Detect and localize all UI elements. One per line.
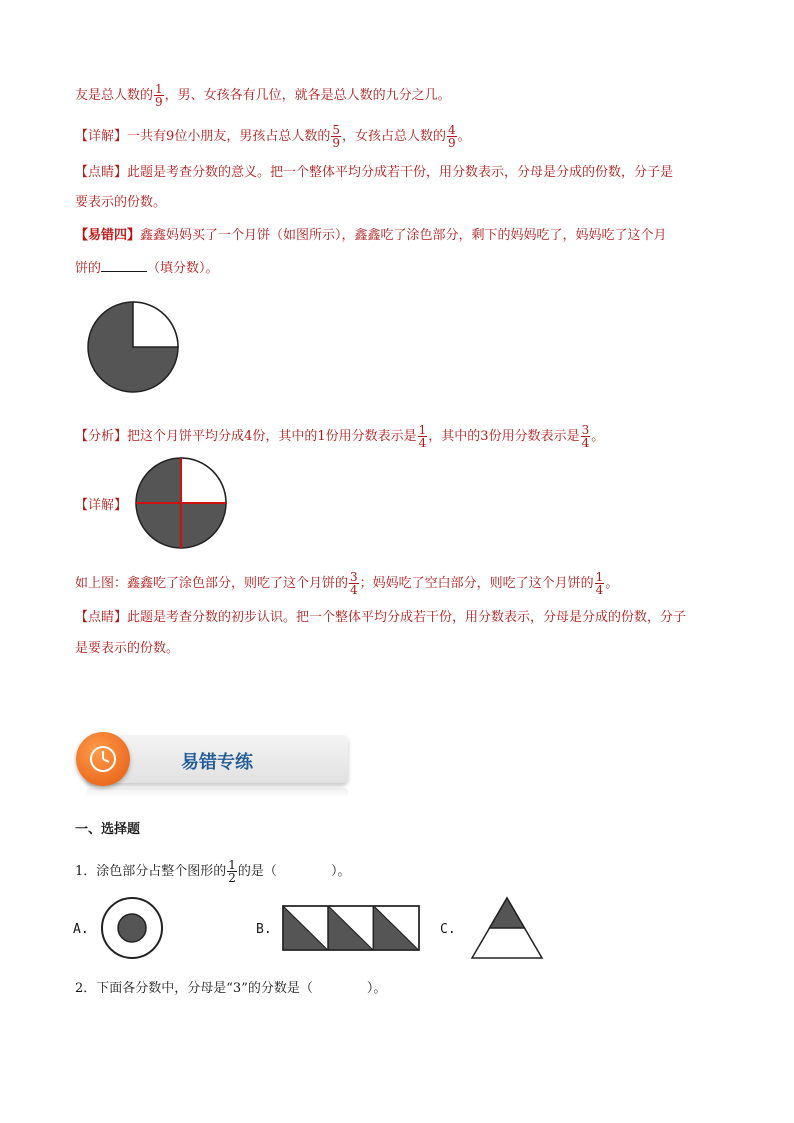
fraction-numerator: 1 [228,858,236,872]
text-line [75,165,673,181]
fraction-denominator: 4 [581,436,590,450]
blank-part [181,458,226,503]
option-c-label[interactable]: C. [440,922,456,937]
text-segment: ；妈妈吃了空白部分，则吃了这个月饼的 [359,576,594,591]
section-title [75,822,140,838]
text-segment: 份，其中的 [252,429,318,444]
fraction [154,83,164,108]
section-tag: 【详解】 [75,129,128,144]
text-segment: 是要表示的份数。 [75,641,180,656]
fraction-denominator: 4 [595,583,604,597]
mooncake-figure [86,300,180,394]
fraction-numerator: 4 [447,123,456,137]
text-segment: 4 [244,429,253,444]
fraction-numerator: 1 [155,82,163,96]
banner-reflection [86,788,348,798]
divided-mooncake-figure [134,456,228,550]
option-b-figure[interactable] [282,905,420,951]
text-segment: 份用分数表示是 [488,429,580,444]
option-c-figure[interactable] [470,896,544,960]
text-segment: ，其中的 [428,429,481,444]
fraction-denominator: 9 [447,136,456,150]
fraction-denominator: 4 [350,583,358,597]
text-segment: 。 [591,429,605,444]
fraction [595,571,605,596]
text-segment: 9 [166,129,175,144]
text-segment: 饼的 [75,261,102,276]
fraction [447,124,457,149]
text-line [75,124,471,149]
text-line [75,228,667,244]
fraction-denominator: 9 [332,136,340,150]
section-tag: 【易错四】 [75,228,141,243]
text-segment: 。 [457,129,471,144]
text-segment: 位小朋友，男孩占总人数的 [174,129,331,144]
text-line [75,571,618,596]
text-segment: 2．下面各分数中，分母是“3”的分数是（ [75,981,313,996]
text-segment: ）。 [366,981,387,996]
fraction-numerator: 5 [332,123,340,137]
section-banner [76,732,348,786]
text-segment: 一、选择题 [75,822,141,837]
text-segment: ）。 [330,864,351,879]
text-segment: 份用分数表示是 [325,429,417,444]
text-segment: 此题是考查分数的初步认识。把一个整体平均分成若干份，用分数表示，分母是分成的份数，分子 [127,610,687,625]
fraction-numerator: 3 [581,423,590,437]
text-line [75,498,127,514]
text-line [75,641,179,657]
section-tag: 【详解】 [75,498,128,513]
text-segment: 一共有 [127,129,167,144]
banner-badge [76,732,130,786]
fraction [227,859,237,884]
fraction-numerator: 1 [418,423,427,437]
question-line [75,859,350,884]
text-segment: （填分数）。 [147,261,219,276]
text-segment: 把这个月饼平均分成 [127,429,245,444]
text-segment: 此题是考查分数的意义。把一个整体平均分成若干份，用分数表示，分母是分成的份数，分子是 [127,165,674,180]
text-segment: ，女孩占总人数的 [341,129,446,144]
text-segment: 1．涂色部分占整个图形的 [75,864,227,879]
section-tag: 【点睛】 [75,610,128,625]
blank-part [133,302,178,347]
text-line [75,83,451,108]
text-segment: 友是总人数的 [75,88,154,103]
fraction-numerator: 1 [595,570,604,584]
section-tag: 【点睛】 [75,165,128,180]
text-segment: 3 [480,429,489,444]
fraction [581,424,591,449]
text-line [75,610,686,626]
text-segment: 。 [605,576,619,591]
text-segment: 鑫鑫妈妈买了一个月饼（如图所示），鑫鑫吃了涂色部分，剩下的妈妈吃了，妈妈吃了这个月 [140,228,667,243]
fraction [349,571,359,596]
option-b-label[interactable]: B. [256,922,272,937]
question-line [75,981,386,997]
fraction-numerator: 3 [350,570,358,584]
answer-blank[interactable] [101,259,147,272]
text-segment: 要表示的份数。 [75,195,167,210]
text-segment: 如上图：鑫鑫吃了涂色部分，则吃了这个月饼的 [75,576,349,591]
text-segment: 的是（ [237,864,277,879]
section-tag: 【分析】 [75,429,128,444]
fraction [418,424,428,449]
option-a-figure[interactable] [100,896,164,960]
text-line [75,195,166,211]
text-segment: 1 [317,429,326,444]
fraction-denominator: 4 [418,436,427,450]
clock-icon [88,744,118,774]
text-line [75,259,219,277]
fraction [331,124,341,149]
banner-title: 易错专练 [181,752,253,773]
option-a-label[interactable]: A. [73,922,89,937]
fraction-denominator: 9 [155,95,163,109]
text-line [75,424,604,449]
text-segment: ，男、女孩各有几位，就各是总人数的九分之几。 [164,88,451,103]
fraction-denominator: 2 [228,871,236,885]
